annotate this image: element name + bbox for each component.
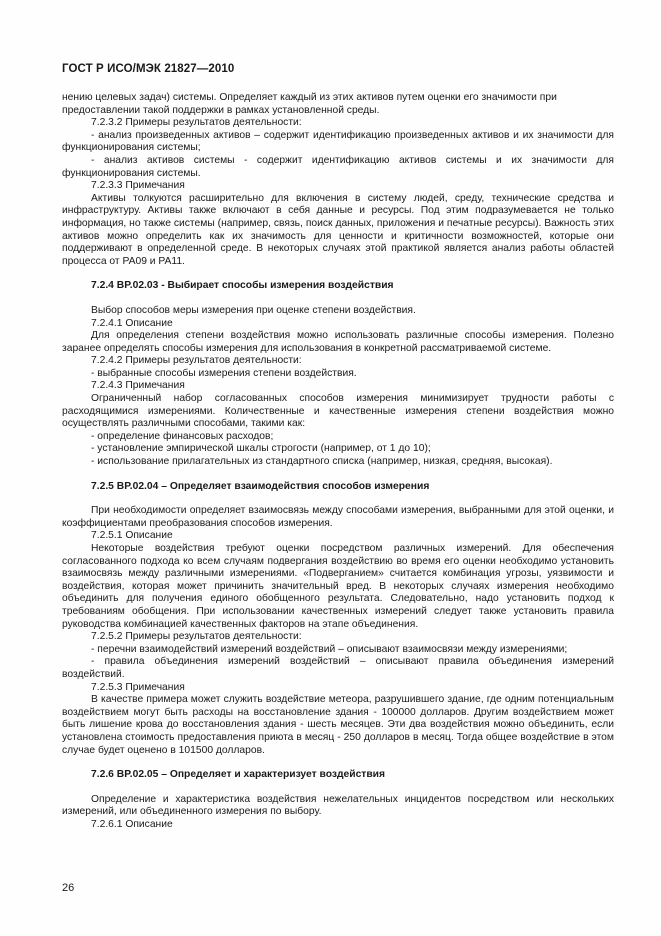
list-item: - установление эмпирической шкалы строгости (например, от 1 до 10); xyxy=(91,443,431,455)
list-item: - анализ активов системы - содержит идентификацию активов системы и их значимости для функционирования системы. xyxy=(62,154,614,179)
subsection-title: 7.2.3.3 Примечания xyxy=(91,180,185,192)
paragraph: нению целевых задач) системы. Определяет каждый из этих активов путем оценки его значимости при предоставлении такой поддержки в рамках установленной среды. xyxy=(62,92,557,116)
paragraph: Ограниченный набор согласованных способов измерения минимизирует трудности работы с расходящимися измерениями. Количественные и качественные измерения степени воздействия можно осуществлять различными способами, такими как: xyxy=(62,393,614,430)
paragraph: При необходимости определяет взаимосвязь между способами измерения, выбранными для этой оценки, и коэффициентами преобразования способов измерения. xyxy=(62,505,614,529)
list-item: - использование прилагательных из стандартного списка (например, низкая, средняя, высокая). xyxy=(91,456,553,468)
section-heading: 7.2.6 BP.02.05 – Определяет и характеризует воздействия xyxy=(91,769,386,781)
list-item: - правила объединения измерений воздействий – описывают правила объединения измерений воздействий. xyxy=(62,656,614,680)
list-item: - выбранные способы измерения степени воздействия. xyxy=(91,367,357,379)
section-heading: 7.2.4 BP.02.03 - Выбирает способы измерения воздействия xyxy=(91,280,394,292)
subsection-title: 7.2.4.1 Описание xyxy=(91,317,173,329)
subsection-title: 7.2.5.2 Примеры результатов деятельности: xyxy=(91,631,302,643)
subsection-title: 7.2.5.3 Примечания xyxy=(91,681,185,693)
subsection-title: 7.2.4.2 Примеры результатов деятельности: xyxy=(91,355,302,367)
paragraph: В качестве примера может служить воздействие метеора, разрушившего здание, где одним потенциальным воздействием могут быть расходы на восстановление здания - 100000 долларов. Другим воздействием может быть лишение крова до восстановления здания - шесть месяцев. Эти два воздействия можно объединить, если установлена стоимость предоставления приюта в месяц - 250 долларов в месяц. Тогда общее воздействие в этом случае будет оценено в 101500 долларов. xyxy=(62,694,614,756)
paragraph: Для определения степени воздействия можно использовать различные способы измерения. Полезно заранее определять способы измерения для использования в конкретной рассматриваемой системе. xyxy=(62,330,614,354)
paragraph: Определение и характеристика воздействия нежелательных инцидентов посредством или нескольких измерений, или объединенного измерения по выбору. xyxy=(62,793,614,818)
subsection-title: 7.2.6.1 Описание xyxy=(91,818,173,830)
subsection-title: 7.2.3.2 Примеры результатов деятельности: xyxy=(91,117,302,129)
page-number: 26 xyxy=(62,882,75,894)
section-heading: 7.2.5 BP.02.04 – Определяет взаимодействия способов измерения xyxy=(91,480,430,492)
document-header: ГОСТ Р ИСО/МЭК 21827—2010 xyxy=(62,63,235,75)
subsection-title: 7.2.5.1 Описание xyxy=(91,530,173,542)
paragraph: Некоторые воздействия требуют оценки посредством различных измерений. Для обеспечения согласованного подхода ко всем случаям подвергания воздействию во время его оценки необходимо установить взаимосвязь между различными измерениями. «Подверганием» считается комбинация угрозы, уязвимости и воздействия, которая может причинить значительный вред. В некоторых случаях измерения необходимо объединить для получения единого обобщенного результата. Следовательно, надо установить подход к требованиям обобщения. При использовании качественных измерений следует также установить правила руководства комбинацией качественных факторов на этапе объединения. xyxy=(62,543,614,630)
list-item: - анализ произведенных активов – содержит идентификацию произведенных активов и их значимости для функционирования системы; xyxy=(62,129,614,154)
list-item: - перечни взаимодействий измерений воздействий – описывают взаимосвязи между измерениями; xyxy=(91,643,568,655)
paragraph: Активы толкуются расширительно для включения в систему людей, среду, технические средства и инфраструктуру. Активы также включают в себя данные и ресурсы. Под этим подразумевается не только информация, но также системы (например, связь, поиск данных, приложения и печатные ресурсы). Важность этих активов можно определить как их значимость для ценности и критичности возможностей, которые они поддерживают в определенной среде. В некоторых случаях этой практикой является анализ работы областей процесса от PA09 и PA11. xyxy=(62,192,614,267)
paragraph: Выбор способов меры измерения при оценке степени воздействия. xyxy=(91,304,416,316)
document-body xyxy=(62,92,614,831)
list-item: - определение финансовых расходов; xyxy=(91,430,274,442)
subsection-title: 7.2.4.3 Примечания xyxy=(91,380,185,392)
